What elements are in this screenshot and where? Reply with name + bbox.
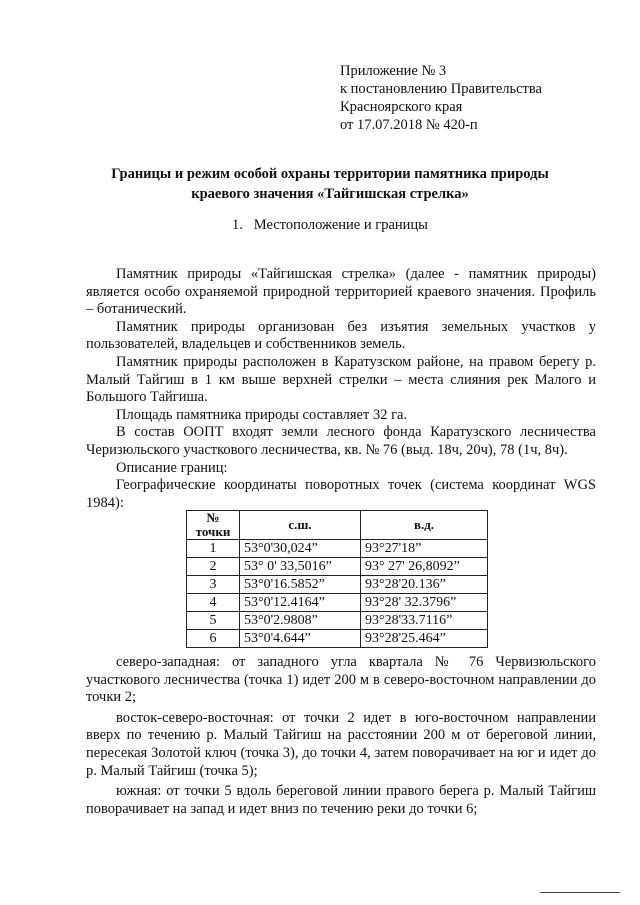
table-row	[187, 630, 488, 648]
table-row	[187, 576, 488, 594]
appendix-line: от 17.07.2018 № 420-п	[340, 117, 478, 133]
title-line: краевого значения «Тайгишская стрелка»	[191, 186, 469, 202]
cell-latitude: 53°0'16.5852”	[240, 576, 361, 594]
appendix-line: к постановлению Правительства	[340, 81, 542, 97]
cell-longitude: 93°28'20.136”	[361, 576, 488, 594]
cell-latitude: 53°0'30,024”	[240, 540, 361, 558]
table-header-row	[187, 511, 488, 540]
column-header-longitude: в.д.	[361, 511, 488, 540]
document-title	[80, 164, 580, 204]
cell-longitude: 93° 27' 26,8092”	[361, 558, 488, 576]
cell-number: 4	[187, 594, 240, 612]
section-number: 1.	[232, 217, 243, 233]
table-row	[187, 558, 488, 576]
cell-latitude: 53° 0' 33,5016”	[240, 558, 361, 576]
cell-number: 6	[187, 630, 240, 648]
paragraph: Памятник природы «Тайгишская стрелка» (далее - памятник природы) является особо охраняемой природной территорией краевого значения. Профиль – ботанический.	[86, 266, 596, 318]
paragraph: В состав ООПТ входят земли лесного фонда Каратузского лесничества Черизюльского участкового лесничества, кв. № 76 (выд. 18ч, 20ч), 78 (1ч, 8ч).	[86, 424, 596, 458]
cell-latitude: 53°0'12.4164”	[240, 594, 361, 612]
coordinates-table	[186, 510, 488, 648]
cell-longitude: 93°27'18”	[361, 540, 488, 558]
appendix-line: Красноярского края	[340, 99, 463, 115]
cell-latitude: 53°0'2.9808”	[240, 612, 361, 630]
boundary-paragraph: северо-западная: от западного угла квартала № 76 Червизюльского участкового лесничества (точка 1) идет 200 м в северо-восточном направлении до точки 2;	[86, 654, 596, 706]
paragraph: Площадь памятника природы составляет 32 га.	[116, 406, 408, 423]
cell-longitude: 93°28' 32.3796”	[361, 594, 488, 612]
column-header-latitude: с.ш.	[240, 511, 361, 540]
boundary-paragraph: восток-северо-восточная: от точки 2 идет в юго-восточном направлении вверх по течению р. Малый Тайгиш на расстоянии 200 м от береговой линии, пересекая Золотой ключ (точка 3), до точки 4, затем поворачивает на юг и идет до р. Малый Тайгиш (точка 5);	[86, 709, 596, 779]
cell-number: 5	[187, 612, 240, 630]
section-heading	[232, 217, 428, 234]
title-line: Границы и режим особой охраны территории памятника природы	[111, 166, 549, 182]
table-row	[187, 612, 488, 630]
cell-longitude: 93°28'25.464”	[361, 630, 488, 648]
paragraph: Памятник природы расположен в Каратузском районе, на правом берегу р. Малый Тайгиш в 1 км выше верхней стрелки – места слияния рек Малого и Большого Тайгиша.	[86, 353, 596, 406]
paragraph: Описание границ:	[116, 459, 228, 476]
cell-latitude: 53°0'4.644”	[240, 630, 361, 648]
paragraph: Географические координаты поворотных точек (система координат WGS 1984):	[86, 477, 596, 511]
cell-number: 2	[187, 558, 240, 576]
boundary-paragraph: южная: от точки 5 вдоль береговой линии правого берега р. Малый Тайгиш поворачивает на запад и идет вниз по течению реки до точки 6;	[86, 783, 596, 817]
section-title: Местоположение и границы	[253, 217, 428, 233]
appendix-block	[340, 62, 542, 134]
boundary-description	[86, 654, 596, 821]
body-text	[86, 266, 596, 512]
paragraph: Памятник природы организован без изъятия земельных участков у пользователей, владельцев и собственников земель.	[86, 318, 596, 353]
cell-number: 3	[187, 576, 240, 594]
column-header-number: № точки	[187, 511, 240, 540]
appendix-line: Приложение № 3	[340, 63, 447, 79]
cell-longitude: 93°28'33.7116”	[361, 612, 488, 630]
bottom-rule	[540, 892, 620, 893]
table-row	[187, 540, 488, 558]
table-row	[187, 594, 488, 612]
cell-number: 1	[187, 540, 240, 558]
